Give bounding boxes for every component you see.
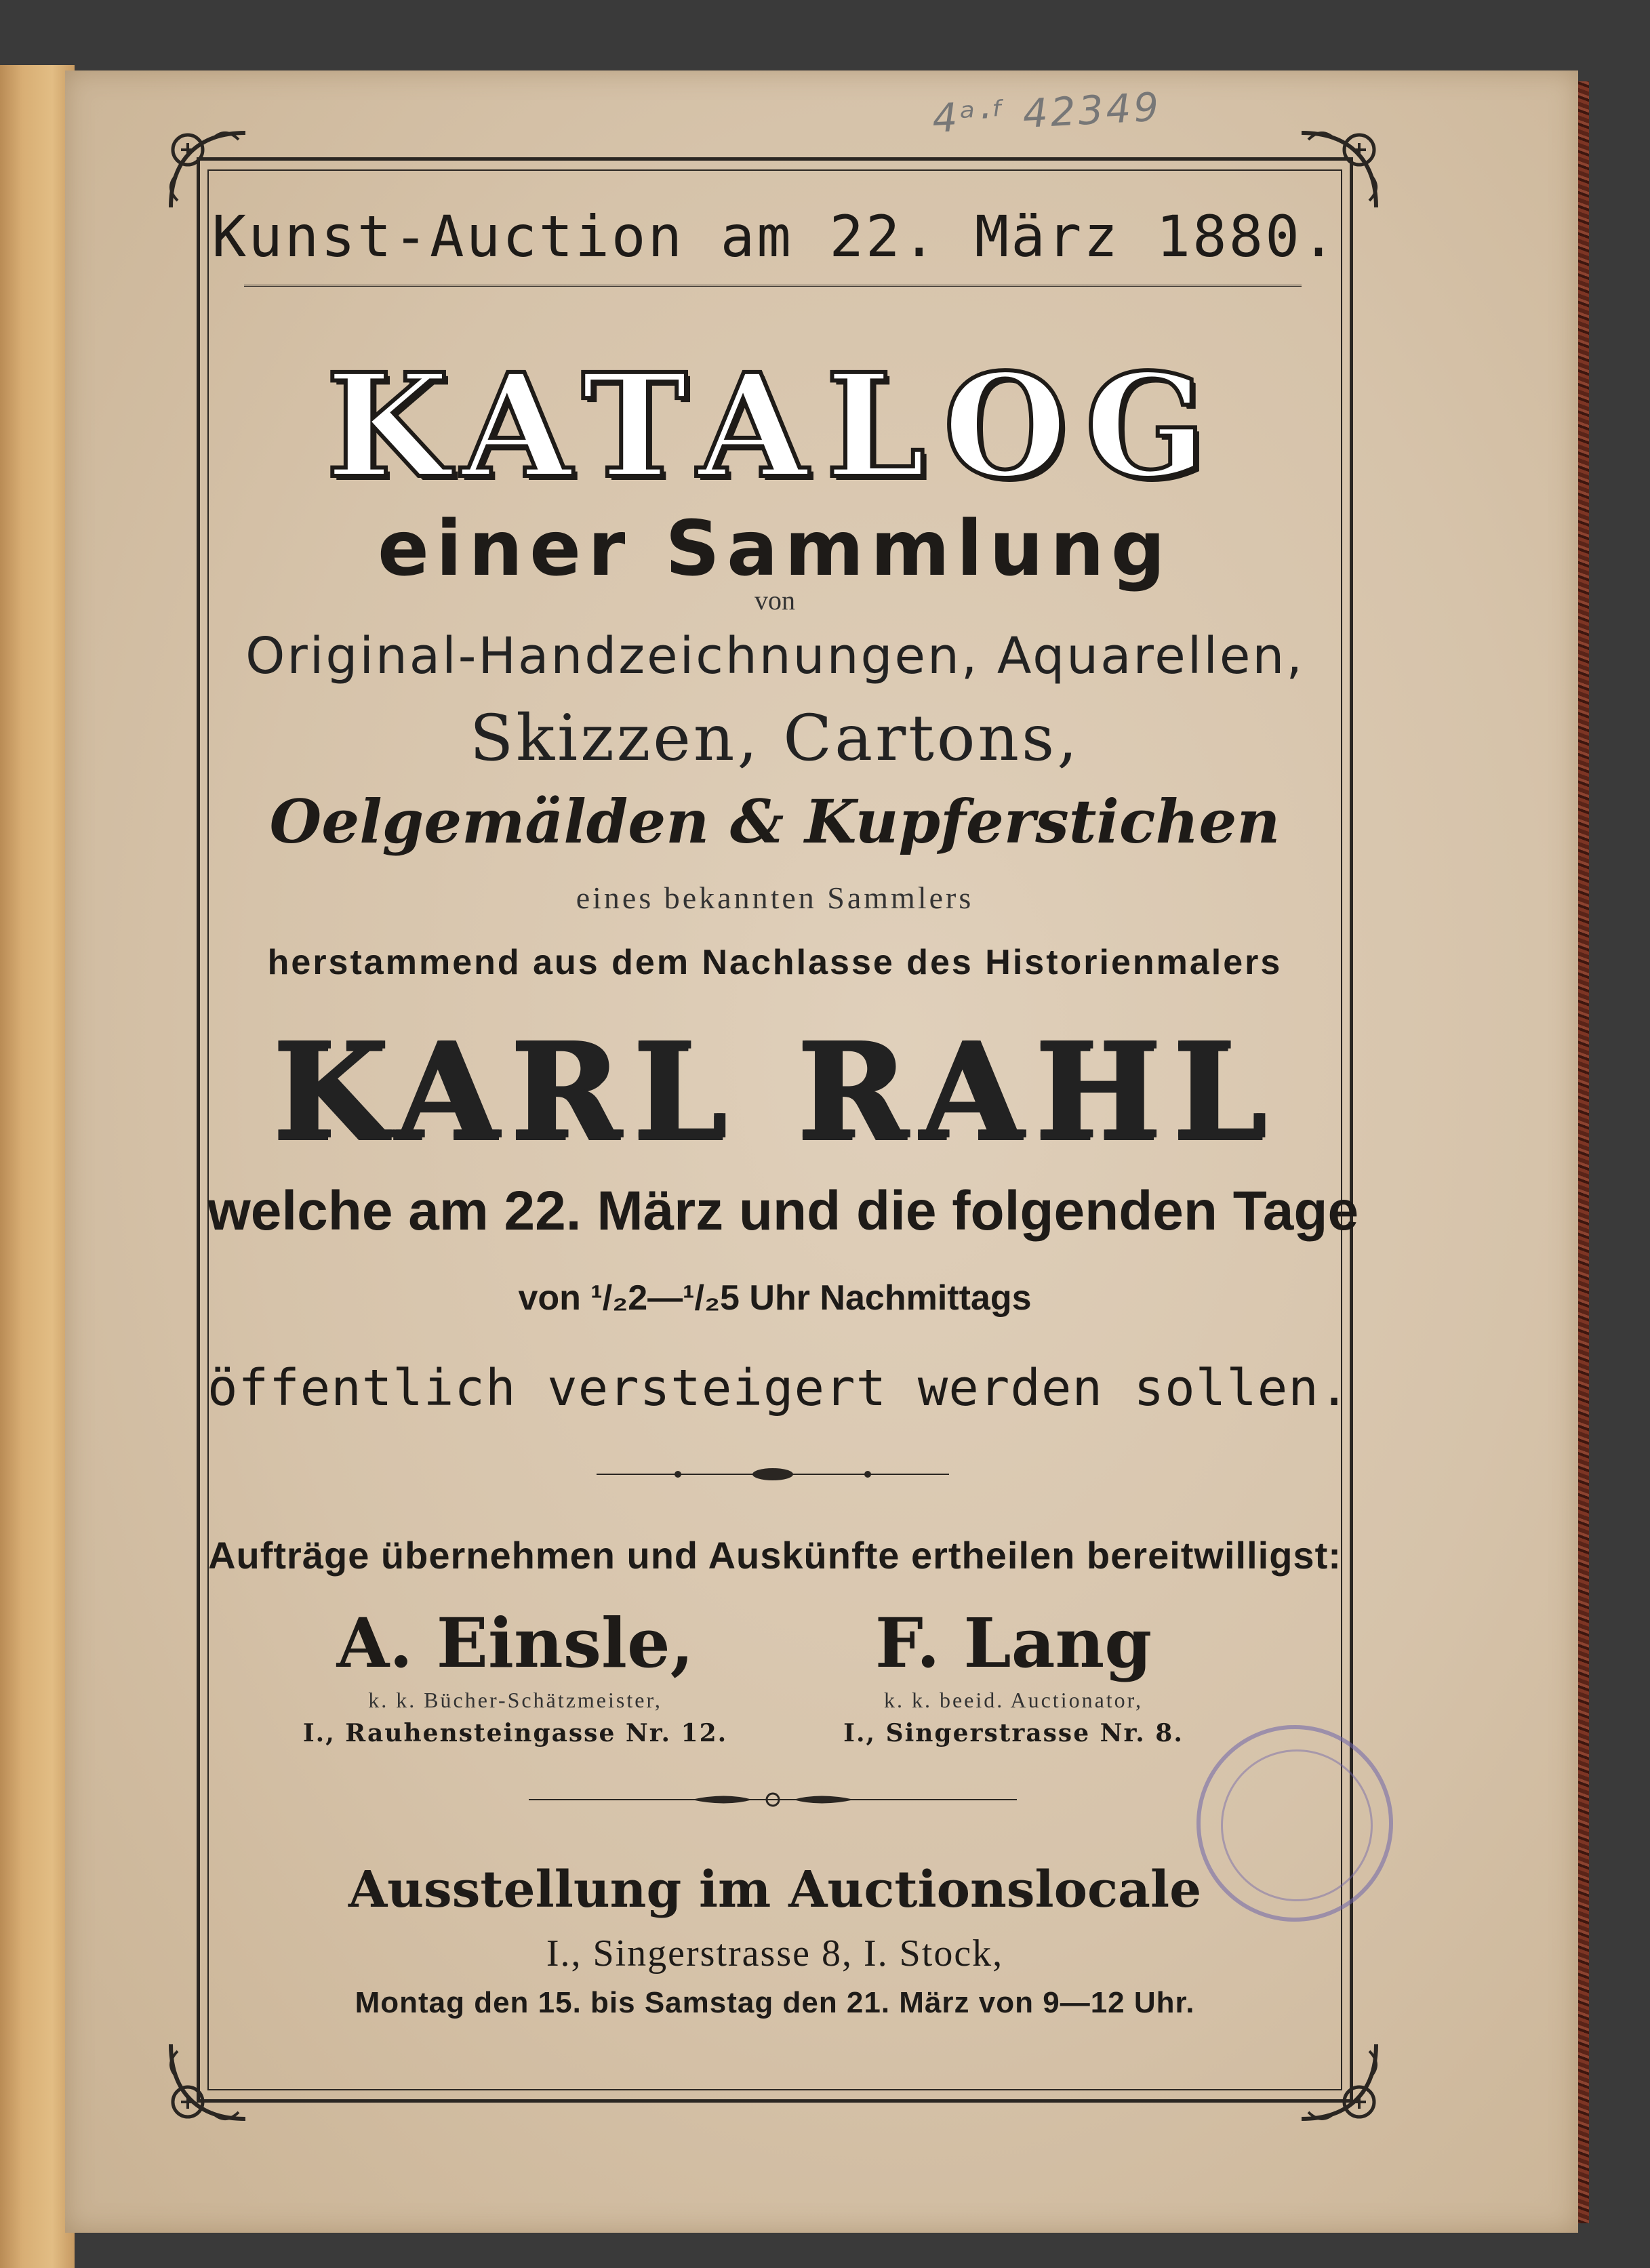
- handwritten-shelfmark: 4ᵃ·ᶠ 42349: [931, 83, 1163, 142]
- contact-left-role: k. k. Bücher-Schätzmeister,: [368, 1688, 662, 1712]
- contact-right-name: F. Lang: [874, 1603, 1152, 1683]
- exhibition-hours: Montag den 15. bis Samstag den 21. März von 9—12 Uhr.: [355, 1986, 1195, 2019]
- corner-ornament-bottom-left-icon: [157, 2031, 259, 2132]
- catalog-title: KATALOG: [325, 342, 1224, 510]
- provenance-line: herstammend aus dem Nachlasse des Historienmalers: [267, 943, 1283, 982]
- artist-name: KARL RAHL: [272, 1013, 1278, 1169]
- corner-ornament-bottom-right-icon: [1288, 2031, 1390, 2132]
- auction-time-line: von ¹/₂2—¹/₂5 Uhr Nachmittags: [518, 1278, 1032, 1318]
- collector-line: eines bekannten Sammlers: [576, 880, 974, 915]
- contact-left-name: A. Einsle,: [336, 1603, 694, 1683]
- library-stamp-icon: [1196, 1725, 1393, 1922]
- ornamental-divider-icon: [597, 1464, 949, 1484]
- catalog-subtitle: einer Sammlung: [378, 505, 1172, 593]
- exhibition-heading: Ausstellung im Auctionslocale: [348, 1861, 1202, 1919]
- orders-line: Aufträge übernehmen und Auskünfte ertheilen bereitwilligst:: [208, 1534, 1342, 1577]
- auction-date-header: Kunst-Auction am 22. März 1880.: [212, 203, 1338, 270]
- items-line-3: Oelgemälden & Kupferstichen: [269, 786, 1281, 857]
- von-text: von: [754, 585, 795, 615]
- ornamental-divider-2-icon: [529, 1789, 1017, 1810]
- auction-date-line: welche am 22. März und die folgenden Tage: [207, 1180, 1359, 1242]
- book-page-edge-left: [0, 65, 75, 2268]
- auction-statement: öffentlich versteigert werden sollen.: [207, 1359, 1350, 1417]
- exhibition-address: I., Singerstrasse 8, I. Stock,: [546, 1932, 1004, 1975]
- contact-right-address: I., Singerstrasse Nr. 8.: [843, 1719, 1184, 1747]
- items-line-2: Skizzen, Cartons,: [469, 702, 1081, 775]
- header-divider: [244, 285, 1302, 296]
- contact-right-role: k. k. beeid. Auctionator,: [883, 1688, 1144, 1712]
- contact-left-address: I., Rauhensteingasse Nr. 12.: [302, 1719, 728, 1747]
- items-line-1: Original-Handzeichnungen, Aquarellen,: [245, 627, 1304, 685]
